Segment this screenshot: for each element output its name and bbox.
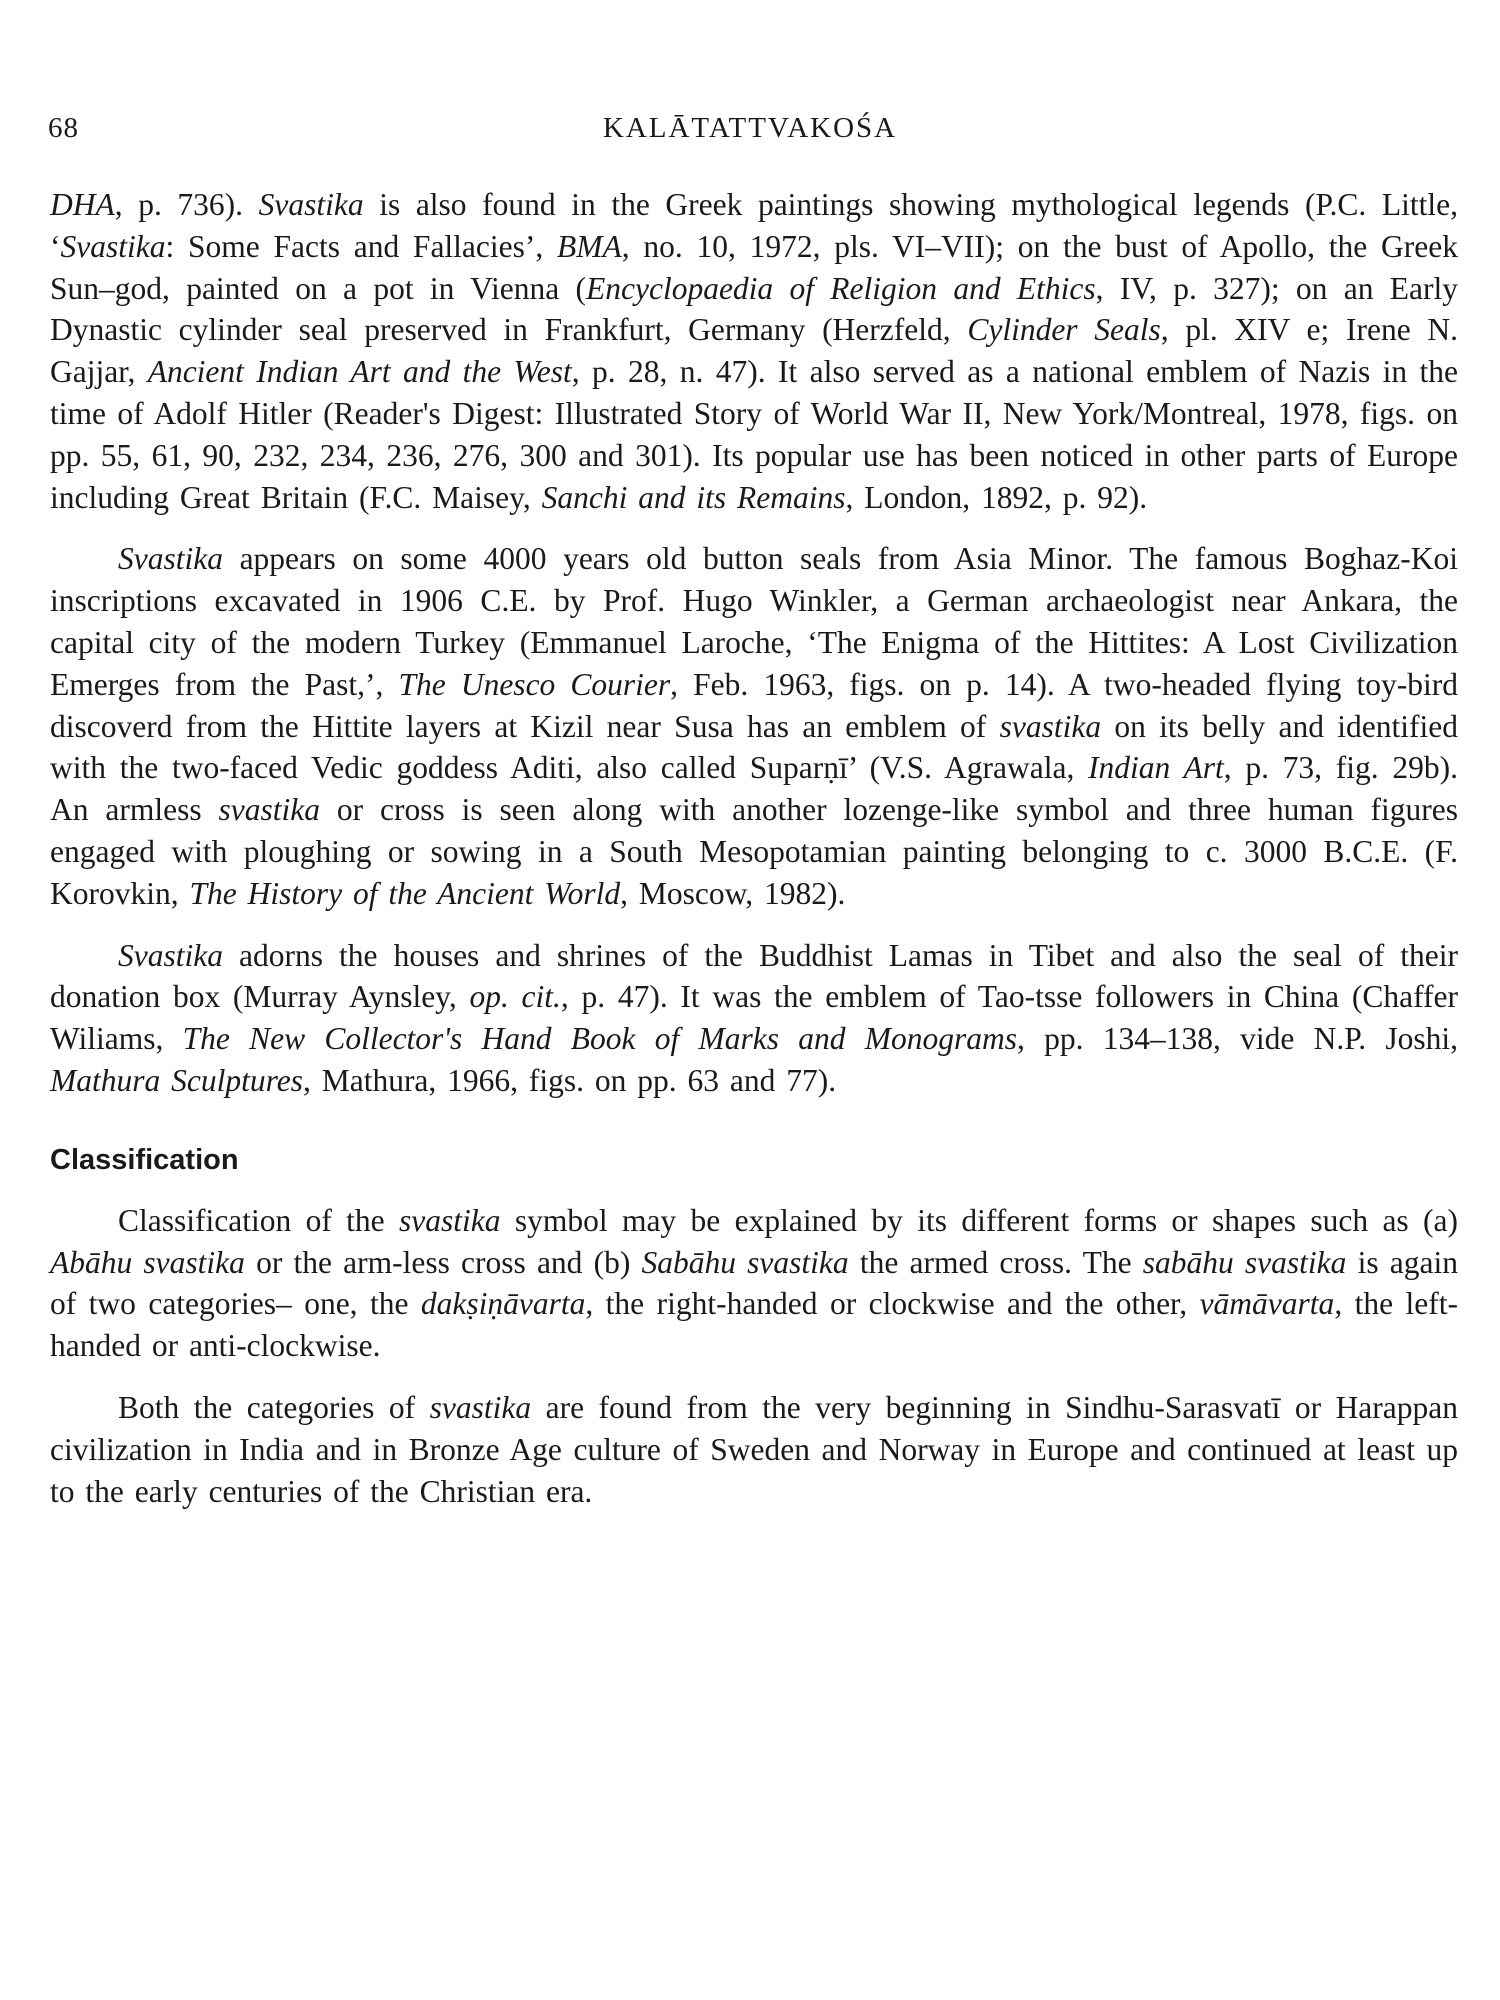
italic-text: vāmāvarta <box>1199 1286 1335 1322</box>
italic-text: dakṣiṇāvarta <box>420 1286 586 1322</box>
text-run: , p. 28, n. 47). It also served as a national emblem of Nazis in the time of Adolf Hitler (Reader's Digest: Illustrated Story of World War II, New York/Montreal, 1978, figs. on pp. 55, 61, 90, 232, 234, 236, 276, 300 and 301). Its popular use has been noticed in other parts of Europe including Great Britain (F.C. Maisey, <box>50 354 1458 515</box>
italic-text: svastika <box>218 792 320 828</box>
text-run: is again of two categories– one, the <box>50 1244 1458 1322</box>
text-run: , Feb. 1963, figs. on p. 14). A two-headed flying toy-bird discoverd from the Hittite layers at Kizil near Susa has an emblem of <box>50 666 1459 744</box>
paragraph-3 <box>50 935 1458 1102</box>
text-run: Classification of the <box>118 1202 399 1238</box>
page-header <box>48 112 1452 156</box>
italic-text: op. cit. <box>469 979 561 1015</box>
italic-text: The New Collector's Hand Book of Marks and Monograms <box>182 1021 1017 1057</box>
text-run: , London, 1892, p. 92). <box>845 479 1148 515</box>
running-title: KALĀTATTVAKOŚA <box>602 112 898 144</box>
italic-text: DHA <box>50 187 115 222</box>
italic-text: Svastika <box>60 228 166 264</box>
italic-text: Cylinder Seals <box>967 312 1161 348</box>
italic-text: Svastika <box>258 187 364 222</box>
text-run: , p. 73, fig. 29b). An armless <box>50 750 1458 828</box>
text-run: , Mathura, 1966, figs. on pp. 63 and 77). <box>302 1062 837 1098</box>
italic-text: The Unesco Courier <box>398 666 671 702</box>
text-run: , the left-handed or anti-clockwise. <box>50 1286 1458 1364</box>
italic-text: Sabāhu svastika <box>641 1244 849 1280</box>
italic-text: BMA <box>557 228 622 264</box>
paragraph-2 <box>50 538 1458 914</box>
text-run: , no. 10, 1972, pls. VI–VII); on the bust of Apollo, the Greek Sun–god, painted on a pot in Vienna ( <box>50 228 1458 306</box>
italic-text: svastika <box>429 1389 532 1425</box>
page-body <box>50 184 1458 1512</box>
italic-text: svastika <box>999 708 1102 744</box>
paragraph-5 <box>50 1387 1458 1512</box>
text-run: or the arm-less cross and (b) <box>244 1244 642 1280</box>
paragraph-4 <box>50 1200 1458 1367</box>
italic-text: Sanchi and its Remains <box>541 479 846 515</box>
text-run: adorns the houses and shrines of the Buddhist Lamas in Tibet and also the seal of their donation box (Murray Aynsley, <box>50 937 1458 1015</box>
section-heading: Classification <box>50 1143 239 1176</box>
text-run: symbol may be explained by its different forms or shapes such as (a) <box>500 1202 1458 1238</box>
italic-text: Mathura Sculptures <box>50 1062 303 1098</box>
text-run: the armed cross. The <box>848 1244 1143 1280</box>
text-run: , pp. 134–138, vide N.P. Joshi, <box>1017 1021 1458 1057</box>
text-run: or cross is seen along with another lozenge-like symbol and three human figures engaged with ploughing or sowing in a South Mesopotamian painting belonging to c. 3000 B.C.E. (F. Korovkin, <box>50 792 1458 911</box>
text-run: , Moscow, 1982). <box>620 875 846 911</box>
italic-text: Indian Art <box>1088 750 1224 786</box>
text-run: , IV, p. 327); on an Early Dynastic cylinder seal preserved in Frankfurt, Germany (Herzfeld, <box>50 270 1458 348</box>
page-number: 68 <box>48 112 79 144</box>
italic-text: The History of the Ancient World <box>189 875 621 911</box>
italic-text: Svastika <box>118 937 223 973</box>
italic-text: svastika <box>399 1202 501 1238</box>
text-run: , p. 736). <box>114 187 259 222</box>
paragraph-1 <box>50 184 1458 518</box>
text-run: is also found in the Greek paintings showing mythological legends (P.C. Little, ‘ <box>50 187 1458 264</box>
text-run: , pl. XIV e; Irene N. Gajjar, <box>50 312 1459 390</box>
text-run: Both the categories of <box>118 1389 430 1425</box>
italic-text: Abāhu svastika <box>50 1244 245 1280</box>
text-run: , p. 47). It was the emblem of Tao-tsse followers in China (Chaffer Wiliams, <box>50 979 1458 1057</box>
italic-text: Encyclopaedia of Religion and Ethics <box>586 270 1096 306</box>
italic-text: Svastika <box>118 541 223 577</box>
text-run: , the right-handed or clockwise and the other, <box>585 1286 1200 1322</box>
text-run: on its belly and identified with the two-faced Vedic goddess Aditi, also called Suparṇī’ (V.S. Agrawala, <box>50 708 1458 786</box>
text-run: are found from the very beginning in Sindhu-Sarasvatī or Harappan civilization in India and in Bronze Age culture of Sweden and Norway in Europe and continued at least up to the early centuries of the Christian era. <box>50 1389 1458 1509</box>
text-run: : Some Facts and Fallacies’, <box>165 228 557 264</box>
italic-text: sabāhu svastika <box>1142 1244 1347 1280</box>
text-run: appears on some 4000 years old button seals from Asia Minor. The famous Boghaz-Koi inscriptions excavated in 1906 C.E. by Prof. Hugo Winkler, a German archaeologist near Ankara, the capital city of the modern Turkey (Emmanuel Laroche, ‘The Enigma of the Hittites: A Lost Civilization Emerges from the Past,’, <box>50 541 1458 702</box>
italic-text: Ancient Indian Art and the West <box>147 354 572 390</box>
